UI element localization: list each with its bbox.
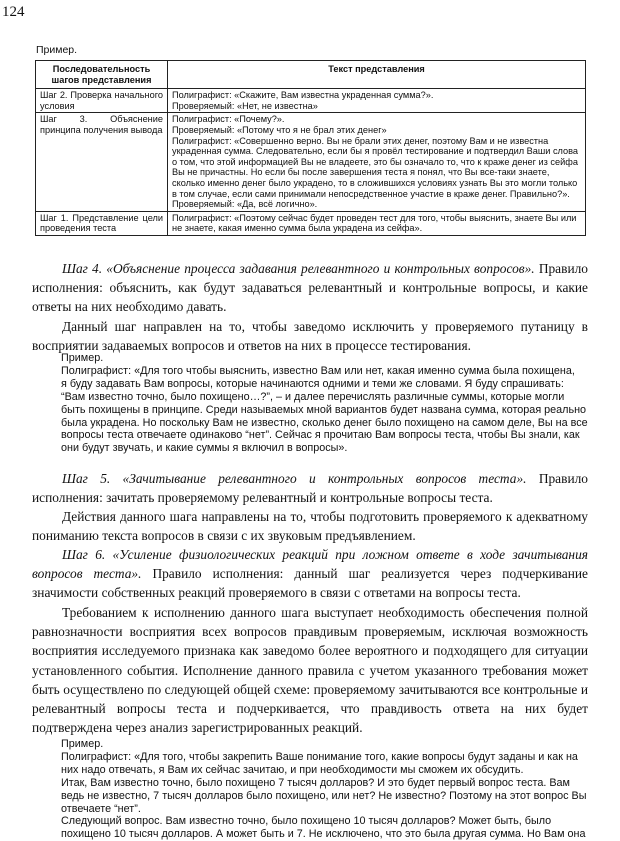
example-block-2 (61, 738, 587, 841)
table-cell-text (168, 89, 586, 113)
step6-paragraph (32, 545, 588, 603)
page-number: 124 (2, 4, 25, 20)
step6-paragraph-2: Требованием к исполнению данного шага выступает необходимость обеспечения полной равнозначности восприятия всех вопросов правдивым проверяемым, исключая возможность восприятия исследуемого признака как заведомо более вероятного и подходящего для ситуации установленного события. Исполнение данного правила с учетом указанного требования может быть осуществлено по следующей общей схеме: проверяемому зачитываются все контрольные и релевантный вопросы теста и подчеркивается, что правдивость ответа на них будет подтверждена через анализ зарегистрированных реакций. (32, 605, 588, 736)
step4-heading: Шаг 4. «Объяснение процесса задавания релевантного и контрольных вопросов». (62, 261, 535, 276)
example-label-table: Пример. (36, 44, 78, 56)
table-line: Полиграфист: «Поэтому сейчас будет проведен тест для того, чтобы выяснить, знаете Вы или не знаете, какая именно сумма была украдена из сейфа». (172, 212, 577, 234)
table-row (36, 89, 586, 113)
step5-rule: Правило исполнения: зачитать проверяемому релевантный и контрольные вопросы теста. (32, 471, 588, 506)
table-line: Полиграфист: «Скажите, Вам известна украденная сумма?». (172, 90, 434, 101)
table-cell-step: Шаг 1. Представление цели проведения теста (36, 211, 168, 235)
table-line: Полиграфист: «Совершенно верно. Вы не брали этих денег, поэтому Вам и не известна украденная сумма. Следовательно, если бы я провёл тестирование и подтвердил Ваши слова о том, что этой информацией Вы не владеете, это бы означало то, что к краже денег из сейфа Вы не причастны. Но если бы после завершения теста я понял, что Вы все-таки знаете, сколько именно денег было украдено, то в сложившихся условиях узнать Вы это могли только в том случае, если сами принимали непосредственное участие в краже денег. Правильно?». (172, 135, 579, 199)
table-line: Проверяемый: «Потому что я не брал этих денег» (172, 124, 387, 135)
example-block-1 (61, 352, 587, 455)
example-line: отвечаете “нет”. (61, 802, 141, 815)
example-line: была украдена. Но поскольку Вам не известно, сколько денег было похищено на самом деле, Вы на все (61, 416, 588, 429)
table-cell-step: Шаг 3. Объяснение принципа получения вывода (36, 113, 168, 211)
example-line: они будут звучать, и какие суммы я включил в вопросы». (61, 442, 348, 455)
example-label: Пример. (61, 352, 104, 364)
table-cell-text (168, 211, 586, 235)
table-line: Полиграфист: «Почему?». (172, 114, 285, 125)
example-line: вопросы теста отвечаете одинаково “нет”. Сейчас я прочитаю Вам вопросы теста, чтобы Вы знали, как (61, 429, 580, 442)
step4-rule: Правило исполнения: объяснить, как будут задаваться релевантный и контрольные вопросы, и какие ответы на них необходимо давать. (32, 261, 588, 315)
step5-paragraph-2: Действия данного шага направлены на то, чтобы подготовить проверяемого к адекватному пониманию текста вопросов в связи с их звуковым предъявлением. (32, 509, 588, 544)
table-header-sequence: Последовательность шагов представления (36, 61, 168, 89)
step5-paragraph (32, 469, 588, 507)
example-line: Следующий вопрос. Вам известно точно, было похищено 10 тысяч долларов? Может быть, было (61, 815, 552, 828)
step4-paragraph-2: Данный шаг направлен на то, чтобы заведомо исключить у проверяемого путаницу в восприятии задаваемых вопросов и ответов на них в процессе тестирования. (32, 319, 588, 354)
step4-paragraph (32, 259, 588, 317)
example-line: них надо отвечать, я Вам их сейчас зачитаю, и при необходимости мы сможем их обсудить. (61, 763, 524, 776)
table-line: Проверяемый: «Нет, не известна» (172, 100, 318, 111)
presentation-steps-table (35, 60, 586, 236)
table-header-row (36, 61, 586, 89)
step6-heading: Шаг 6. «Усиление физиологических реакций при ложном ответе в ходе зачитывания вопросов теста». (32, 547, 588, 582)
step6-rule: Правило исполнения: данный шаг реализуется через подчеркивание значимости собственных реакций проверяемого в связи с ответами на вопросы теста. (32, 566, 588, 601)
example-line: Полиграфист: «Для того, чтобы закрепить Ваше понимание того, какие вопросы будут заданы и как на (61, 750, 578, 763)
example-label: Пример. (61, 738, 104, 750)
table-header-text: Текст представления (168, 61, 586, 89)
example-line: я буду задавать Вам вопросы, которые начинаются одними и теми же словами. Я буду спрашивать: (61, 377, 564, 390)
example-line: похищено 10 тысяч долларов. А может быть и 7. Не исключено, что это была другая сумма. Но Вам она (61, 828, 586, 841)
table-row (36, 113, 586, 211)
example-line: ведь не известно, 7 тысяч долларов было похищено, или нет? Не известно? Поэтому на этот вопрос Вы (61, 789, 587, 802)
example-line: быть похищены в принципе. Среди называемых мной вариантов будет названа сумма, которая реально (61, 403, 587, 416)
step5-heading: Шаг 5. «Зачитывание релевантного и контрольных вопросов теста». (62, 471, 527, 486)
table-line: Проверяемый: «Да, всё логично». (172, 199, 318, 210)
example-line: Полиграфист: «Для того чтобы выяснить, известно Вам или нет, какая именно сумма была похищена, (61, 364, 575, 377)
table-cell-text (168, 113, 586, 211)
example-line: “Вам известно точно, было похищено…?”, – и далее перечислять различные суммы, которые могли (61, 390, 565, 403)
table-row (36, 211, 586, 235)
example-line: Итак, Вам известно точно, было похищено 7 тысяч долларов? И это будет первый вопрос теста. Вам (61, 776, 570, 789)
table-cell-step: Шаг 2. Проверка начального условия (36, 89, 168, 113)
